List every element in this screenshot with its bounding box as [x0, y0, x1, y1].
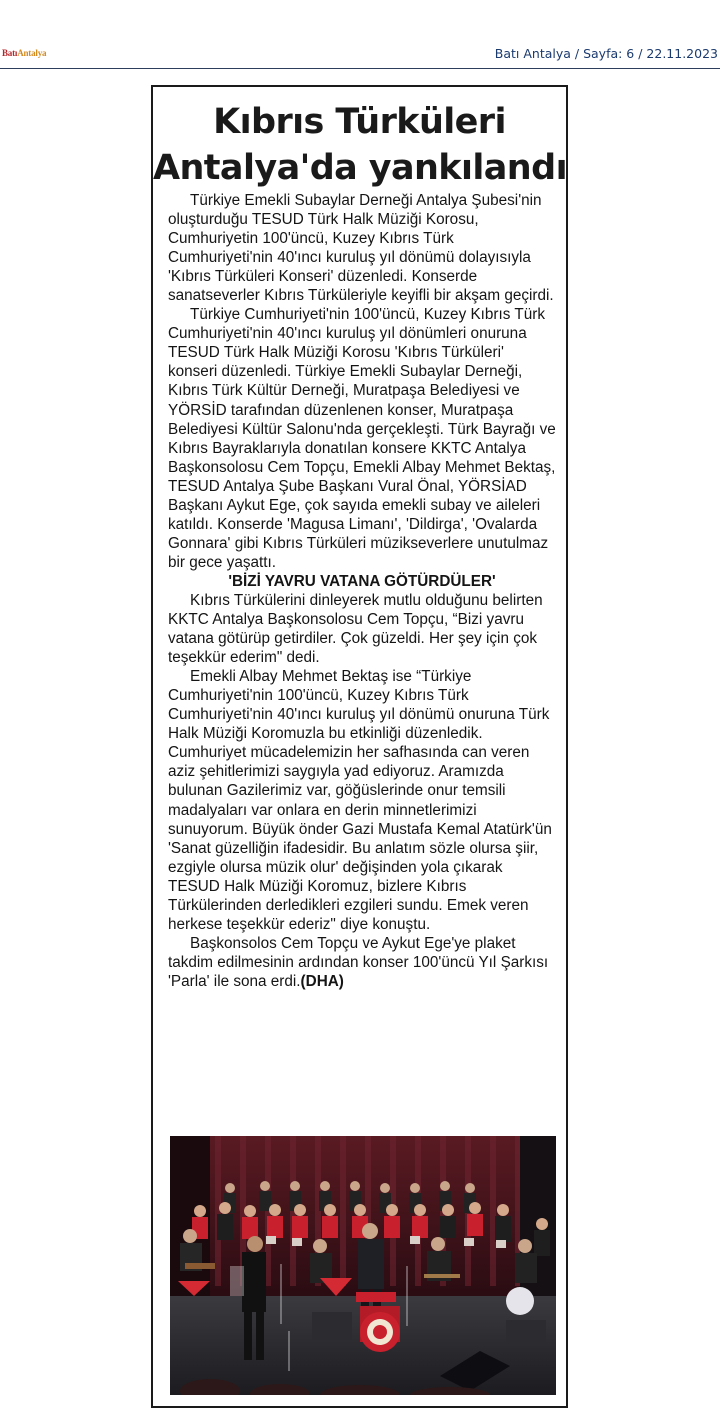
- headline-line-1: Kıbrıs Türküleri: [213, 102, 506, 142]
- header-divider: [0, 68, 720, 69]
- source-line: Batı Antalya / Sayfa: 6 / 22.11.2023: [494, 46, 718, 61]
- last-paragraph-text: Başkonsolos Cem Topçu ve Aykut Ege'ye plaket takdim edilmesinin ardından konser 100'üncü Yıl Şarkısı 'Parla' ile sona erdi.: [168, 934, 549, 990]
- page-header: [0, 0, 720, 70]
- paragraph-3: Kıbrıs Türkülerini dinleyerek mutlu olduğunu belirten KKTC Antalya Başkonsolosu Cem Topçu, “Bizi yavru vatana götürüp getirdiler. Çok güzeldi. Her şey için çok teşekkür ederim" dedi.: [168, 591, 543, 667]
- paragraph-1: Türkiye Emekli Subaylar Derneği Antalya Şubesi'nin oluşturduğu TESUD Türk Halk Müziği Korosu, Cumhuriyetin 100'üncü, Kuzey Kıbrıs Türk Cumhuriyeti'nin 40'ıncı kuruluş yıl dönümü dolayısıyla 'Kıbrıs Türküleri Konseri' düzenledi. Konserde sanatseverler Kıbrıs Türküleriyle keyifli bir akşam geçirdi.: [168, 192, 554, 305]
- paragraph-5: [168, 934, 556, 991]
- subheading: 'BİZİ YAVRU VATANA GÖTÜRDÜLER': [228, 572, 496, 590]
- news-clipping: [151, 85, 568, 1408]
- newspaper-logo: BatıAntalya: [2, 48, 47, 58]
- article-headline: [153, 99, 566, 191]
- paragraph-4: Emekli Albay Mehmet Bektaş ise “Türkiye Cumhuriyeti'nin 100'üncü, Kuzey Kıbrıs Türk Cumhuriyeti'nin 40'ıncı kuruluş yıl dönümü onuruna Türk Halk Müziği Koromuzla bu etkinliği düzenledik. Cumhuriyet mücadelemizin her safhasında can veren aziz şehitlerimizi saygıyla yad ediyoruz. Aramızda bulunan Gazilerimiz var, göğüslerinde onur temsili madalyaları var onlara en derin minnetlerimizi sunuyorum. Büyük önder Gazi Mustafa Kemal Atatürk'ün 'Sanat güzelliğin ifadesidir. Bu anlatım sözle olursa şiir, ezgiyle olursa müzik olur' değişinden yola çıkarak TESUD Halk Müziği Koromuz, bizlere Kıbrıs Türkülerinden derledikleri ezgileri sundu. Emek veren herkese teşekkür ederiz" diye konuştu.: [168, 668, 552, 933]
- concert-photo: [170, 1136, 556, 1395]
- headline-line-2: Antalya'da yankılandı: [153, 148, 567, 188]
- paragraph-2: Türkiye Cumhuriyeti'nin 100'üncü, Kuzey Kıbrıs Türk Cumhuriyeti'nin 40'ıncı kuruluş yıl dönümleri onuruna TESUD Türk Halk Müziği Korosu 'Kıbrıs Türküleri' konseri düzenledi. Türkiye Emekli Subaylar Derneği, Kıbrıs Türk Kültür Derneği, Muratpaşa Belediyesi ve YÖRSİD tarafından düzenlenen konser, Muratpaşa Belediyesi Kültür Salonu'nda gerçekleşti. Türk Bayrağı ve Kıbrıs Bayraklarıyla donatılan konsere KKTC Antalya Başkonsolosu Cem Topçu, Emekli Albay Mehmet Bektaş, TESUD Antalya Şube Başkanı Vural Önal, YÖRSİAD Başkanı Aykut Ege, çok sayıda emekli subay ve aileleri katıldı. Konserde 'Magusa Limanı', 'Dildirga', 'Ovalarda Gonnara' gibi Kıbrıs Türküleri müzikseverlere unutulmaz bir gece yaşattı.: [168, 306, 556, 571]
- agency-credit: (DHA): [300, 972, 344, 990]
- article-body: [168, 191, 556, 991]
- concert-photo-illustration: [170, 1136, 556, 1395]
